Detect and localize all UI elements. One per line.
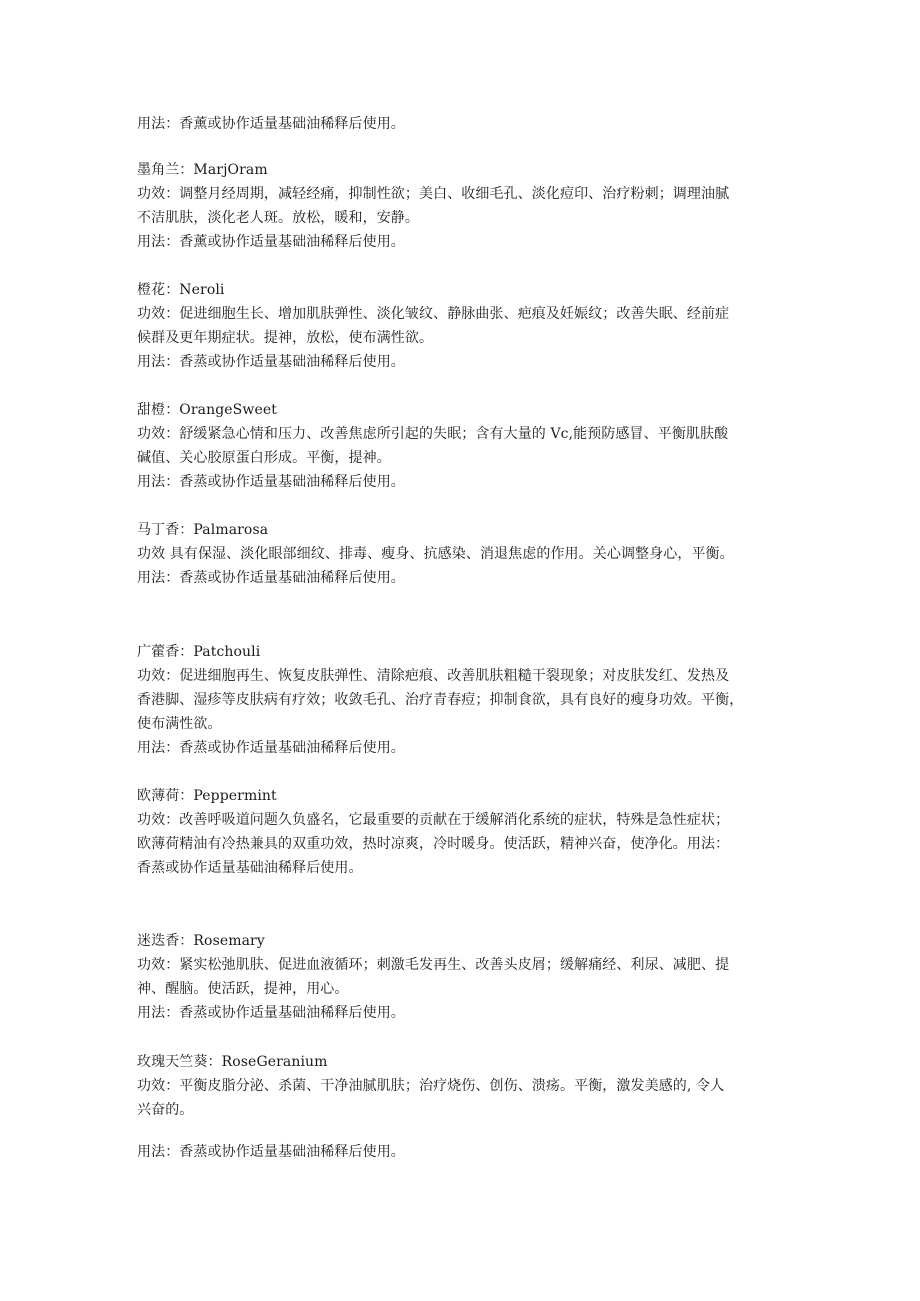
usage-text: 用法：香薰或协作适量基础油稀释后使用。 xyxy=(137,234,405,250)
effect-text: 功效：舒缓紧急心情和压力、改善焦虑所引起的失眠；含有大量的 Vc,能预防感冒、平衡肌肤酸 xyxy=(137,426,729,442)
usage-text: 用法：香蒸或协作适量基础油稀释后使用。 xyxy=(137,1005,405,1021)
usage-text: 用法：香蒸或协作适量基础油稀释后使用。 xyxy=(137,740,405,756)
effect-text: 功效：改善呼吸道问题久负盛名，它最重要的贡献在于缓解消化系统的症状，特殊是急性症状； xyxy=(137,812,730,828)
effect-text: 功效：调整月经周期，减轻经痛，抑制性欲；美白、收细毛孔、淡化痘印、治疗粉刺；调理油腻 xyxy=(137,186,730,202)
usage-text: 用法：香蒸或协作适量基础油稀释后使用。 xyxy=(137,354,405,370)
effect-text: 神、醒脑。使活跃，提神，用心。 xyxy=(137,981,349,997)
effect-text: 不洁肌肤，淡化老人斑。放松，暖和，安静。 xyxy=(137,210,419,226)
oil-heading-orange-sweet: 甜橙：OrangeSweet xyxy=(137,402,277,418)
usage-text: 香蒸或协作适量基础油稀释后使用。 xyxy=(137,860,363,876)
effect-text: 功效：促进细胞生长、增加肌肤弹性、淡化皱纹、静脉曲张、疤痕及妊娠纹；改善失眠、经前症 xyxy=(137,306,730,322)
usage-text: 用法：香薰或协作适量基础油稀释后使用。 xyxy=(137,116,405,132)
effect-text: 兴奋的。 xyxy=(137,1102,194,1118)
usage-text: 用法：香蒸或协作适量基础油稀释后使用。 xyxy=(137,1144,405,1160)
effect-text: 欧薄荷精油有冷热兼具的双重功效，热时凉爽，冷时暖身。使活跃，精神兴奋，使净化。用法： xyxy=(137,836,730,852)
effect-text: 功效 具有保湿、淡化眼部细纹、排毒、瘦身、抗感染、消退焦虑的作用。关心调整身心，平衡。 xyxy=(137,546,734,562)
effect-text: 香港脚、湿疹等皮肤病有疗效；收敛毛孔、治疗青春痘；抑制食欲，具有良好的瘦身功效。平衡， xyxy=(137,692,744,708)
oil-heading-rosemary: 迷迭香：Rosemary xyxy=(137,933,265,949)
oil-heading-rose-geranium: 玫瑰天竺葵：RoseGeranium xyxy=(137,1054,328,1070)
effect-text: 功效：紧实松弛肌肤、促进血液循环；刺激毛发再生、改善头皮屑；缓解痛经、利尿、减肥、提 xyxy=(137,957,730,973)
effect-text: 碱值、关心胶原蛋白形成。平衡，提神。 xyxy=(137,450,391,466)
oil-heading-palmarosa: 马丁香：Palmarosa xyxy=(137,522,269,538)
oil-heading-peppermint: 欧薄荷：Peppermint xyxy=(137,788,277,804)
oil-heading-patchouli: 广藿香：Patchouli xyxy=(137,644,261,660)
usage-text: 用法：香蒸或协作适量基础油稀释后使用。 xyxy=(137,474,405,490)
usage-text: 用法：香蒸或协作适量基础油稀释后使用。 xyxy=(137,570,405,586)
oil-heading-marjoram: 墨角兰：MarjOram xyxy=(137,162,268,178)
effect-text: 候群及更年期症状。提神，放松，使布满性欲。 xyxy=(137,330,434,346)
oil-heading-neroli: 橙花：Neroli xyxy=(137,282,225,298)
effect-text: 功效：平衡皮脂分泌、杀菌、干净油腻肌肤；治疗烧伤、创伤、溃疡。平衡，激发美感的, 令人 xyxy=(137,1078,725,1094)
effect-text: 功效：促进细胞再生、恢复皮肤弹性、清除疤痕、改善肌肤粗糙干裂现象；对皮肤发红、发热及 xyxy=(137,668,730,684)
effect-text: 使布满性欲。 xyxy=(137,716,222,732)
